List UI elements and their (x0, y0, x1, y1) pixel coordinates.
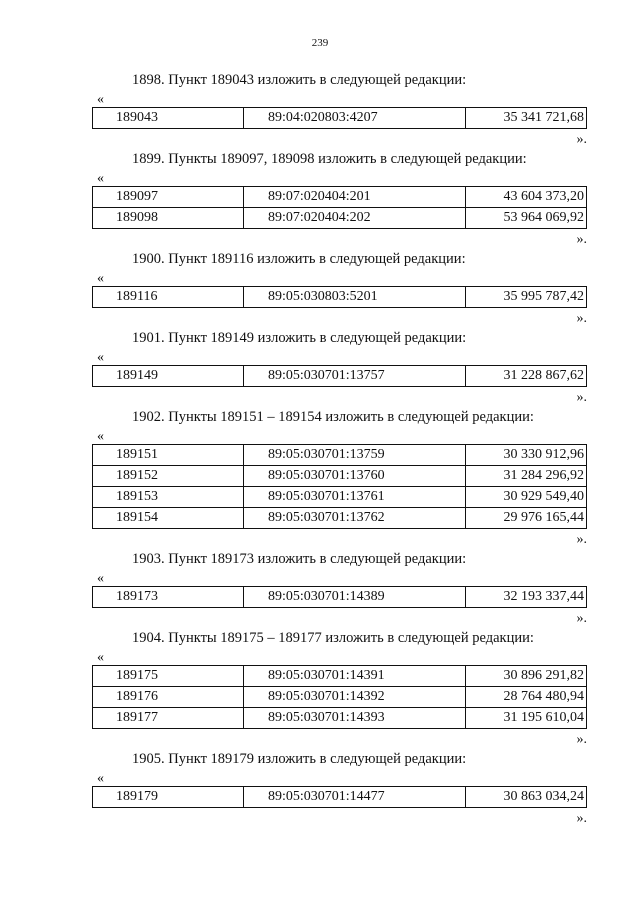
value-cell: 31 284 296,92 (466, 466, 587, 487)
amendment-section (92, 549, 587, 628)
item-number-cell: 189098 (93, 208, 244, 229)
value-cell: 31 195 610,04 (466, 708, 587, 729)
item-number-cell: 189175 (93, 666, 244, 687)
amendment-heading: 1899. Пункты 189097, 189098 изложить в следующей редакции: (132, 151, 527, 167)
amendment-table (92, 444, 587, 529)
amendment-table (92, 286, 587, 308)
amendment-section (92, 149, 587, 249)
item-number-cell: 189149 (93, 366, 244, 387)
item-number-cell: 189177 (93, 708, 244, 729)
closing-quote: ». (576, 390, 587, 405)
table-row (93, 508, 587, 529)
table-row (93, 687, 587, 708)
amendment-table (92, 786, 587, 808)
item-number-cell: 189176 (93, 687, 244, 708)
value-cell: 35 341 721,68 (466, 108, 587, 129)
item-number-cell: 189179 (93, 787, 244, 808)
value-cell: 31 228 867,62 (466, 366, 587, 387)
cadastral-number-cell: 89:07:020404:202 (244, 208, 466, 229)
value-cell: 43 604 373,20 (466, 187, 587, 208)
amendment-table (92, 186, 587, 229)
opening-quote: « (97, 771, 104, 786)
value-cell: 32 193 337,44 (466, 587, 587, 608)
amendment-table (92, 365, 587, 387)
value-cell: 35 995 787,42 (466, 287, 587, 308)
cadastral-number-cell: 89:05:030701:13762 (244, 508, 466, 529)
value-cell: 30 896 291,82 (466, 666, 587, 687)
cadastral-number-cell: 89:05:030701:13757 (244, 366, 466, 387)
table-row (93, 587, 587, 608)
opening-quote: « (97, 271, 104, 286)
opening-quote: « (97, 650, 104, 665)
table-row (93, 287, 587, 308)
amendment-section (92, 749, 587, 828)
opening-quote: « (97, 350, 104, 365)
value-cell: 29 976 165,44 (466, 508, 587, 529)
cadastral-number-cell: 89:05:030701:14393 (244, 708, 466, 729)
table-row (93, 466, 587, 487)
table-row (93, 208, 587, 229)
cadastral-number-cell: 89:05:030803:5201 (244, 287, 466, 308)
item-number-cell: 189151 (93, 445, 244, 466)
opening-quote: « (97, 571, 104, 586)
amendment-table (92, 665, 587, 729)
value-cell: 28 764 480,94 (466, 687, 587, 708)
closing-quote: ». (576, 732, 587, 747)
table-row (93, 187, 587, 208)
opening-quote: « (97, 171, 104, 186)
amendment-heading: 1901. Пункт 189149 изложить в следующей редакции: (132, 330, 467, 346)
closing-quote: ». (576, 232, 587, 247)
table-row (93, 487, 587, 508)
amendment-section (92, 328, 587, 407)
item-number-cell: 189097 (93, 187, 244, 208)
cadastral-number-cell: 89:07:020404:201 (244, 187, 466, 208)
value-cell: 30 863 034,24 (466, 787, 587, 808)
value-cell: 53 964 069,92 (466, 208, 587, 229)
cadastral-number-cell: 89:05:030701:14391 (244, 666, 466, 687)
amendment-section (92, 249, 587, 328)
amendment-heading: 1902. Пункты 189151 – 189154 изложить в следующей редакции: (132, 409, 534, 425)
table-row (93, 108, 587, 129)
closing-quote: ». (576, 532, 587, 547)
amendment-section (92, 628, 587, 749)
cadastral-number-cell: 89:05:030701:13759 (244, 445, 466, 466)
cadastral-number-cell: 89:05:030701:13761 (244, 487, 466, 508)
table-row (93, 787, 587, 808)
closing-quote: ». (576, 811, 587, 826)
table-row (93, 366, 587, 387)
page-number: 239 (311, 37, 329, 49)
table-row (93, 666, 587, 687)
cadastral-number-cell: 89:05:030701:13760 (244, 466, 466, 487)
table-row (93, 708, 587, 729)
item-number-cell: 189043 (93, 108, 244, 129)
cadastral-number-cell: 89:05:030701:14392 (244, 687, 466, 708)
amendment-heading: 1898. Пункт 189043 изложить в следующей редакции: (132, 72, 467, 88)
item-number-cell: 189154 (93, 508, 244, 529)
opening-quote: « (97, 429, 104, 444)
document-body (92, 70, 587, 828)
table-row (93, 445, 587, 466)
amendment-section (92, 70, 587, 149)
closing-quote: ». (576, 132, 587, 147)
closing-quote: ». (576, 311, 587, 326)
value-cell: 30 929 549,40 (466, 487, 587, 508)
opening-quote: « (97, 92, 104, 107)
amendment-heading: 1900. Пункт 189116 изложить в следующей редакции: (132, 251, 466, 267)
item-number-cell: 189153 (93, 487, 244, 508)
amendment-table (92, 107, 587, 129)
cadastral-number-cell: 89:05:030701:14389 (244, 587, 466, 608)
amendment-section (92, 407, 587, 549)
amendment-heading: 1904. Пункты 189175 – 189177 изложить в следующей редакции: (132, 630, 534, 646)
item-number-cell: 189173 (93, 587, 244, 608)
amendment-heading: 1905. Пункт 189179 изложить в следующей редакции: (132, 751, 467, 767)
item-number-cell: 189116 (93, 287, 244, 308)
value-cell: 30 330 912,96 (466, 445, 587, 466)
amendment-heading: 1903. Пункт 189173 изложить в следующей редакции: (132, 551, 467, 567)
item-number-cell: 189152 (93, 466, 244, 487)
cadastral-number-cell: 89:05:030701:14477 (244, 787, 466, 808)
closing-quote: ». (576, 611, 587, 626)
amendment-table (92, 586, 587, 608)
cadastral-number-cell: 89:04:020803:4207 (244, 108, 466, 129)
